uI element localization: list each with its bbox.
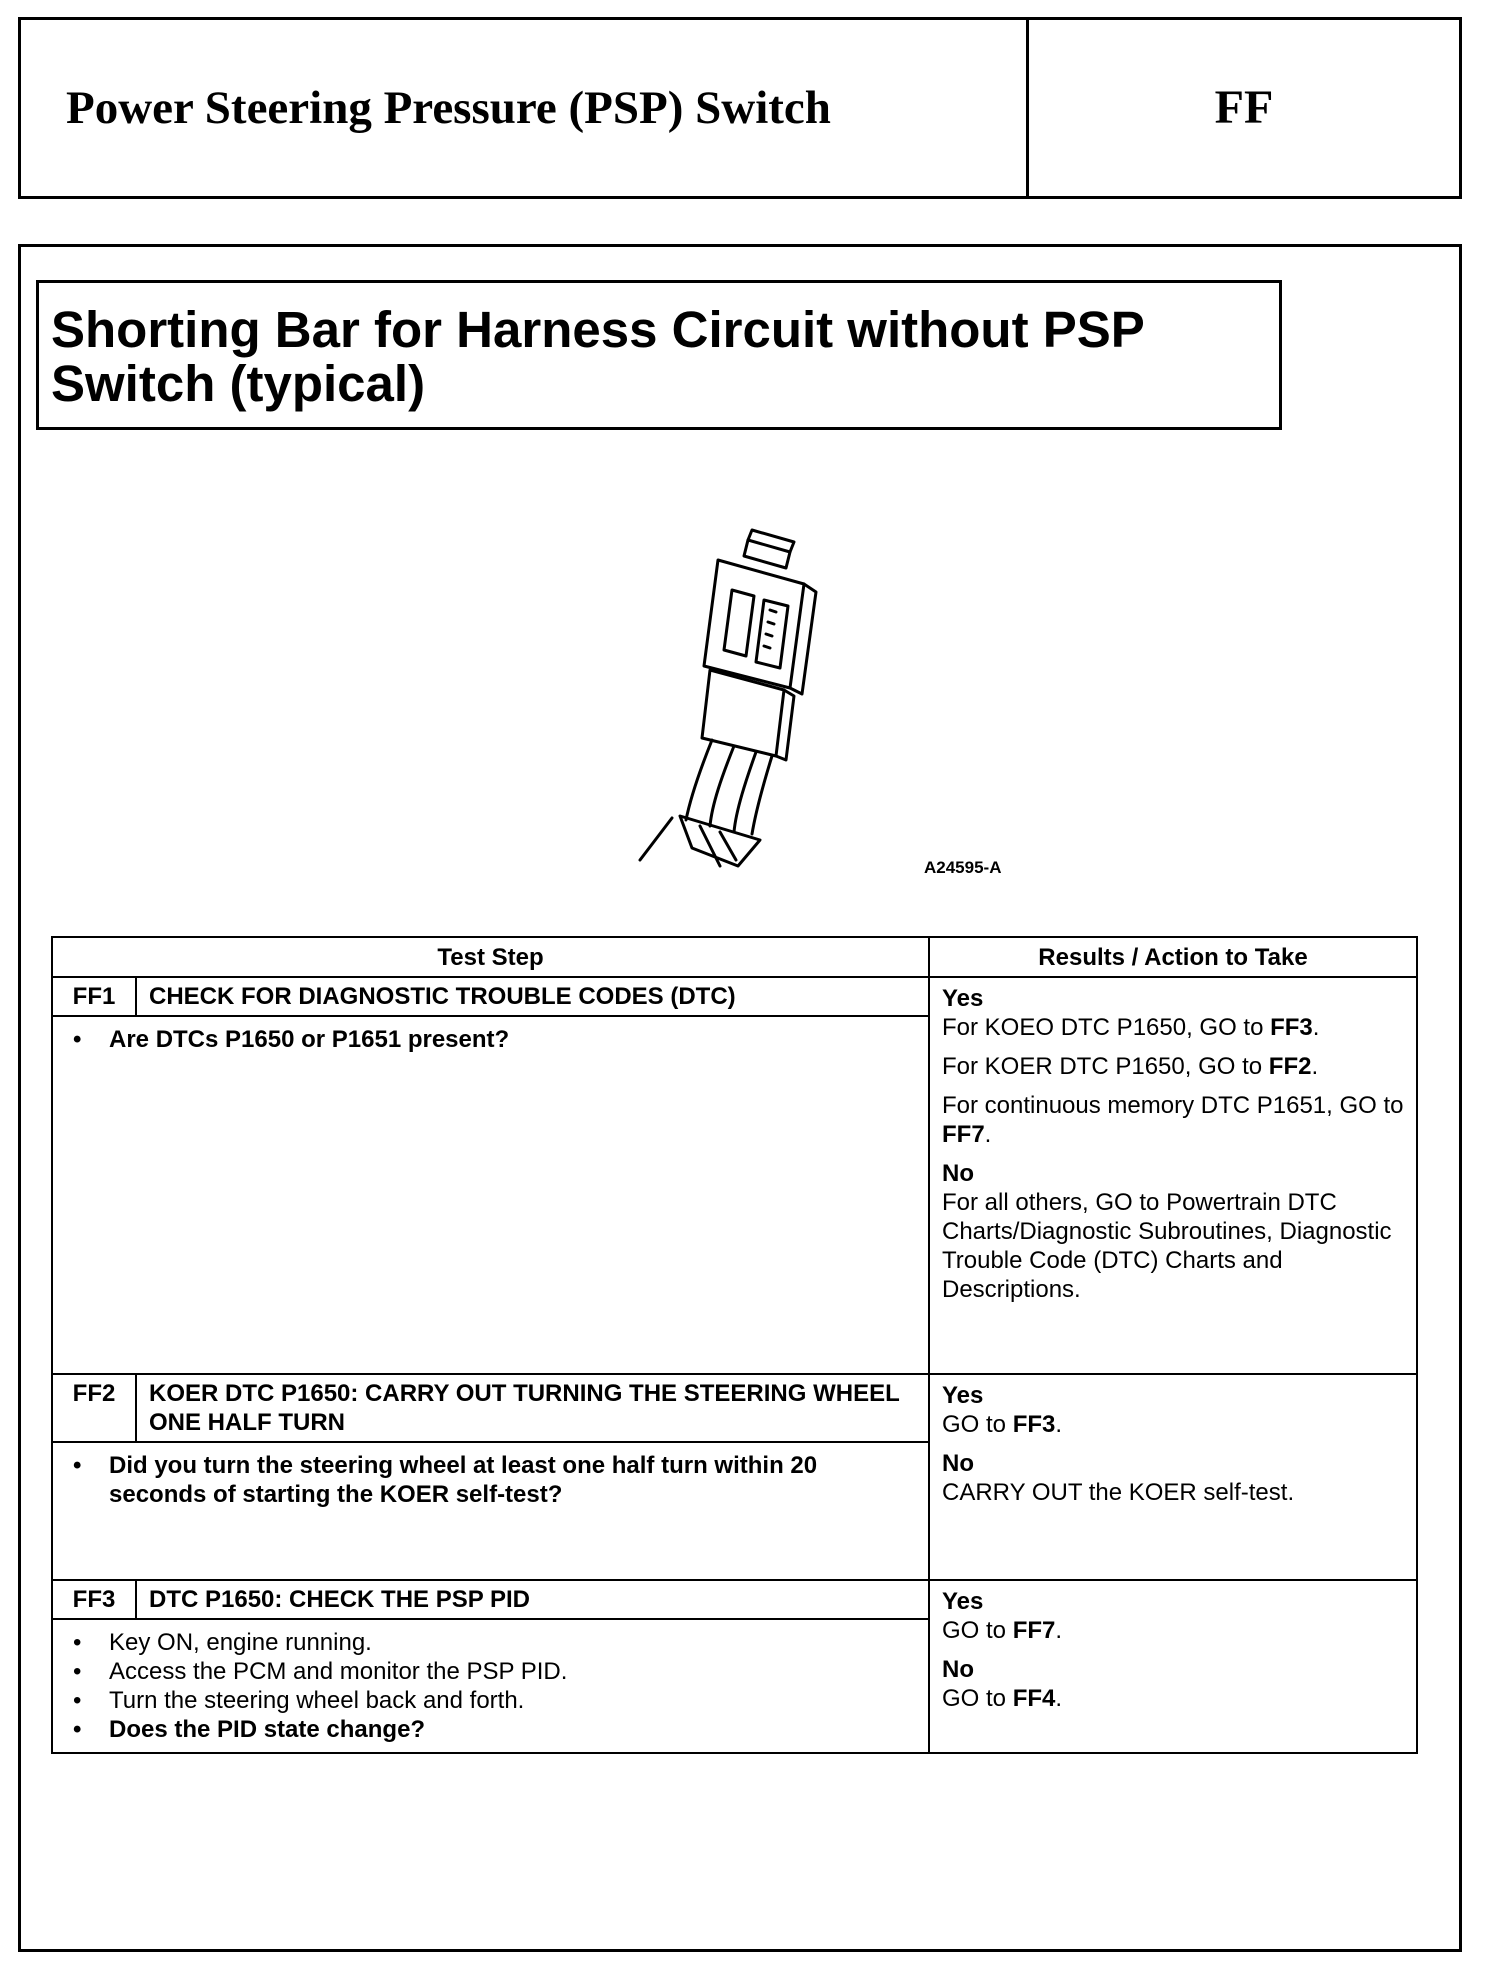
- diagnostic-test-table: [51, 936, 1418, 1754]
- step-bullet: • Does the PID state change?: [65, 1715, 918, 1744]
- page-header: [18, 17, 1462, 199]
- no-action-text: CARRY OUT the KOER self-test.: [942, 1479, 1295, 1506]
- step-reference: FF3: [1012, 1411, 1056, 1438]
- figure-id: A24595-A: [924, 858, 1002, 877]
- step-bullet: • Access the PCM and monitor the PSP PID.: [65, 1657, 918, 1686]
- step-title: DTC P1650: CHECK THE PSP PID: [136, 1580, 929, 1619]
- step-results: [929, 1580, 1417, 1753]
- step-id: FF3: [52, 1580, 136, 1619]
- result-no: [942, 1449, 1408, 1507]
- no-label: No: [942, 1450, 974, 1477]
- result-yes: Yes GO to FF3.: [942, 1381, 1408, 1439]
- step-instructions: [52, 1442, 929, 1580]
- no-label: No: [942, 1160, 974, 1187]
- step-results: [929, 1374, 1417, 1580]
- step-bullet: • Turn the steering wheel back and forth.: [65, 1686, 918, 1715]
- result-no: No GO to FF4.: [942, 1655, 1408, 1713]
- step-instructions: [52, 1016, 929, 1374]
- page-title: Power Steering Pressure (PSP) Switch: [66, 82, 831, 134]
- column-header-results: Results / Action to Take: [929, 937, 1417, 977]
- yes-label: Yes: [942, 1382, 984, 1409]
- figure-title: Shorting Bar for Harness Circuit without PSP Switch (typical): [51, 301, 1144, 412]
- column-header-test-step: Test Step: [52, 937, 929, 977]
- no-label: No: [942, 1656, 974, 1683]
- yes-action-text: GO to: [942, 1617, 1007, 1644]
- step-results: [929, 977, 1417, 1374]
- step-id: FF2: [52, 1374, 136, 1442]
- step-id: FF1: [52, 977, 136, 1016]
- no-action-text: For all others, GO to Powertrain DTC Charts/Diagnostic Subroutines, Diagnostic Trouble Code (DTC) Charts and Descriptions.: [942, 1189, 1392, 1303]
- step-reference: FF4: [1012, 1685, 1056, 1712]
- table-row: [52, 1374, 1417, 1442]
- figure-title-box: [36, 280, 1282, 430]
- table-row: [52, 1580, 1417, 1619]
- yes-label: Yes: [942, 985, 984, 1012]
- yes-label: Yes: [942, 1588, 984, 1615]
- step-reference: FF3: [1270, 1014, 1313, 1041]
- step-title: KOER DTC P1650: CARRY OUT TURNING THE STEERING WHEEL ONE HALF TURN: [136, 1374, 929, 1442]
- step-reference: FF2: [1268, 1053, 1312, 1080]
- step-reference: FF7: [1012, 1617, 1056, 1644]
- section-code: FF: [1214, 81, 1274, 134]
- step-bullet: • Key ON, engine running.: [65, 1628, 918, 1657]
- yes-action-text: For continuous memory DTC P1651, GO to: [942, 1092, 1404, 1119]
- shorting-bar-connector-illustration: [600, 520, 840, 870]
- step-reference: FF7: [942, 1121, 985, 1148]
- result-no: [942, 1159, 1408, 1304]
- yes-action-text: For KOEO DTC P1650, GO to: [942, 1014, 1264, 1041]
- step-instructions: [52, 1619, 929, 1753]
- yes-action-text: For KOER DTC P1650, GO to: [942, 1053, 1263, 1080]
- result-yes: Yes GO to FF7.: [942, 1587, 1408, 1645]
- no-action-text: GO to: [942, 1685, 1007, 1712]
- yes-action-text: GO to: [942, 1411, 1007, 1438]
- table-header-row: [52, 937, 1417, 977]
- step-bullet: • Did you turn the steering wheel at least one half turn within 20 seconds of starting the KOER self-test?: [65, 1451, 918, 1509]
- step-bullet: • Are DTCs P1650 or P1651 present?: [65, 1025, 918, 1054]
- table-row: [52, 977, 1417, 1016]
- result-yes: Yes For KOEO DTC P1650, GO to FF3. For KOER DTC P1650, GO to FF2. For continuous memory DTC P1651, GO to FF7.: [942, 984, 1408, 1149]
- step-title: CHECK FOR DIAGNOSTIC TROUBLE CODES (DTC): [136, 977, 929, 1016]
